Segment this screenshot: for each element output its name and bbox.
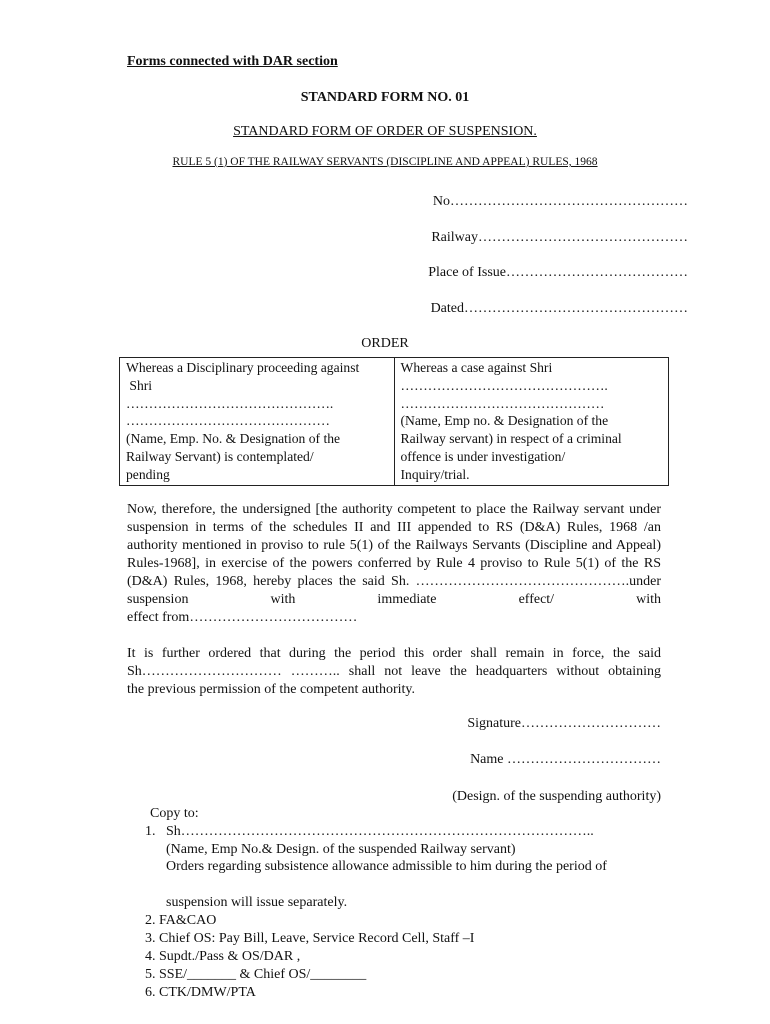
form-title: STANDARD FORM OF ORDER OF SUSPENSION. bbox=[233, 124, 537, 139]
form-number: STANDARD FORM NO. 01 bbox=[300, 90, 470, 105]
designation-line: (Design. of the suspending authority) bbox=[452, 789, 661, 804]
criminal-case-cell bbox=[394, 358, 669, 486]
copy-item-1: Sh…………………………………………………………………………….. bbox=[166, 824, 594, 839]
copy-item-1-note: Orders regarding subsistence allowance admissible to him during the period of bbox=[166, 859, 607, 874]
case-line: (Name, Emp no. & Designation of the bbox=[400, 413, 609, 429]
headquarters-paragraph bbox=[127, 645, 661, 699]
case-line: ……………………………………… bbox=[126, 413, 330, 429]
suspension-paragraph bbox=[127, 501, 661, 627]
copy-item: 3. Chief OS: Pay Bill, Leave, Service Record Cell, Staff –I bbox=[145, 931, 475, 946]
field-railway: Railway……………………………………… bbox=[431, 230, 688, 245]
copy-item-1-note: suspension will issue separately. bbox=[166, 895, 348, 910]
case-line: ………………………………………. bbox=[400, 377, 608, 393]
disciplinary-case-cell bbox=[120, 358, 395, 486]
case-line: (Name, Emp. No. & Designation of the bbox=[126, 431, 341, 447]
copy-item: 4. Supdt./Pass & OS/DAR , bbox=[145, 949, 301, 964]
rule-reference: RULE 5 (1) OF THE RAILWAY SERVANTS (DISCIPLINE AND APPEAL) RULES, 1968 bbox=[172, 156, 598, 168]
field-place-of-issue: Place of Issue………………………………… bbox=[428, 265, 688, 280]
name-line: Name …………………………… bbox=[470, 752, 661, 767]
case-table bbox=[119, 357, 669, 486]
copy-item-1-note: (Name, Emp No.& Design. of the suspended Railway servant) bbox=[166, 842, 516, 857]
section-title: Forms connected with DAR section bbox=[127, 54, 338, 69]
case-line: pending bbox=[126, 466, 170, 482]
headquarters-paragraph-last-line: the previous permission of the competent authority. bbox=[127, 682, 415, 697]
case-line: Inquiry/trial. bbox=[400, 466, 470, 482]
case-line: Railway Servant) is contemplated/ bbox=[126, 448, 314, 464]
copy-item: 2. FA&CAO bbox=[145, 913, 217, 928]
headquarters-paragraph-body: It is further ordered that during the period this order shall remain in force, the said Sh………………………… ……….. shall not leave the headquarters without obtaining bbox=[127, 646, 661, 679]
case-line: Whereas a case against Shri bbox=[400, 360, 553, 375]
copy-item: 6. CTK/DMW/PTA bbox=[145, 985, 256, 1000]
copy-item: 5. SSE/_______ & Chief OS/________ bbox=[145, 967, 367, 982]
field-dated: Dated………………………………………… bbox=[430, 301, 688, 316]
case-line: ………………………………………. bbox=[126, 395, 334, 411]
suspension-paragraph-last-line: effect from……………………………… bbox=[127, 610, 358, 625]
case-line: offence is under investigation/ bbox=[400, 448, 566, 464]
signature-line: Signature………………………… bbox=[467, 716, 661, 731]
case-line: Railway servant) in respect of a criminal bbox=[400, 431, 622, 447]
case-line: ……………………………………… bbox=[400, 395, 605, 411]
suspension-paragraph-body: Now, therefore, the undersigned [the authority competent to place the Railway servant under suspension in terms of the schedules II and III appended to RS (D&A) Rules, 1968 /an authority mentioned in proviso to rule 5(1) of the Railways Servants (Discipline and Appeal) Rules-1968], in exercise of the powers conferred by Rule 4 proviso to Rule 5(1) of the RS (D&A) Rules, 1968, hereby places the said Sh. ……………………………………….under suspension with immediate effect/ with bbox=[127, 502, 661, 607]
copy-to-label: Copy to: bbox=[150, 806, 199, 821]
copy-item-1-number: 1. bbox=[145, 824, 156, 839]
case-line: Shri bbox=[126, 377, 153, 393]
case-line: Whereas a Disciplinary proceeding against bbox=[126, 360, 360, 375]
order-heading: ORDER bbox=[361, 336, 409, 351]
field-no: No…………………………………………… bbox=[432, 194, 688, 209]
